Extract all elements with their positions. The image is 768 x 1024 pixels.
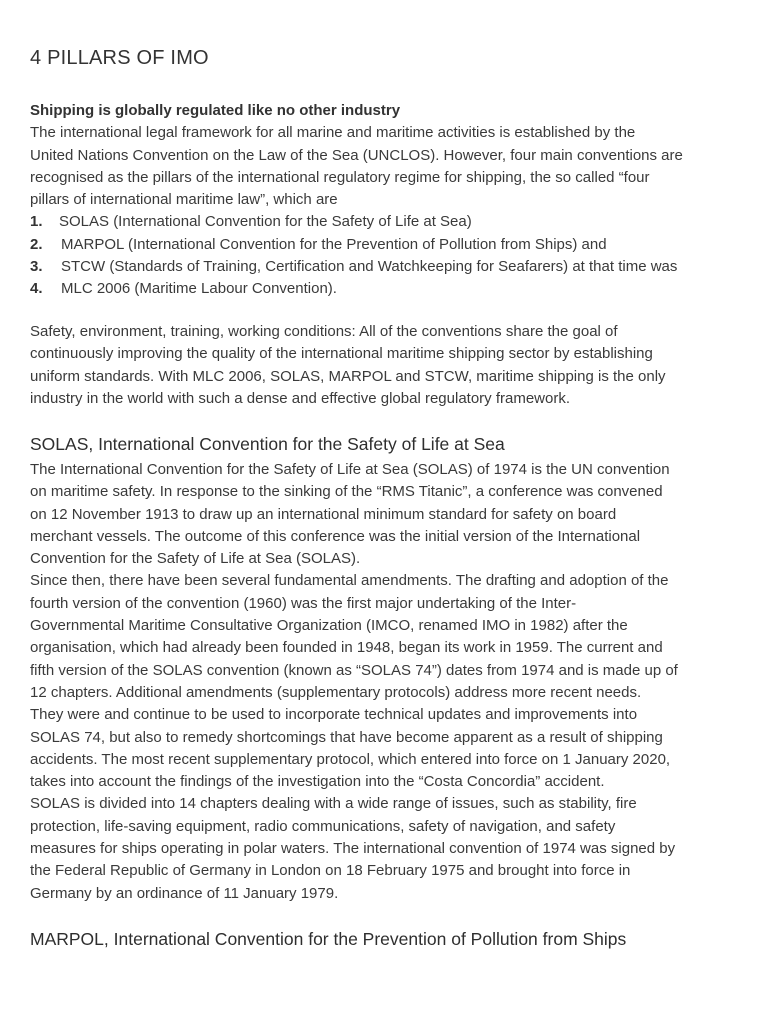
paragraph-line: protection, life-saving equipment, radio communications, safety of navigation, and safety: [30, 817, 616, 835]
paragraph-line: continuously improving the quality of the international maritime shipping sector by establishing: [30, 345, 653, 363]
pillar-list-item: [30, 234, 740, 256]
paragraph-line: on 12 November 1913 to draw up an international minimum standard for safety on board: [30, 505, 617, 523]
intro-lead: Shipping is globally regulated like no other industry: [30, 102, 401, 119]
paragraph-line: measures for ships operating in polar waters. The international convention of 1974 was signed by: [30, 840, 676, 858]
paragraph-line: industry in the world with such a dense and effective global regulatory framework.: [30, 389, 571, 407]
paragraph-line: the Federal Republic of Germany in London on 18 February 1975 and brought into force in: [30, 862, 631, 880]
paragraph-line: SOLAS 74, but also to remedy shortcomings that have become apparent as a result of shipping: [30, 728, 663, 746]
pillar-list-item: [30, 211, 740, 233]
paragraph-line: They were and continue to be used to incorporate technical updates and improvements into: [30, 706, 638, 724]
list-number: 4.: [30, 280, 43, 298]
intro-section: [30, 100, 740, 301]
page-title: 4 PILLARS OF IMO: [30, 47, 209, 69]
paragraph-line: SOLAS is divided into 14 chapters dealing with a wide range of issues, such as stability, fire: [30, 795, 637, 813]
paragraph-line: recognised as the pillars of the international regulatory regime for shipping, the so called “four: [30, 168, 650, 186]
solas-paragraph: [30, 459, 740, 905]
paragraph-line: Convention for the Safety of Life at Sea (SOLAS).: [30, 550, 361, 568]
paragraph-line: Governmental Maritime Consultative Organization (IMCO, renamed IMO in 1982) after the: [30, 617, 628, 635]
paragraph-line: on maritime safety. In response to the sinking of the “RMS Titanic”, a conference was convened: [30, 483, 663, 501]
list-item-text: SOLAS (International Convention for the Safety of Life at Sea): [59, 213, 472, 231]
paragraph-line: fifth version of the SOLAS convention (known as “SOLAS 74”) dates from 1974 and is made up of: [30, 661, 678, 679]
list-item-text: MARPOL (International Convention for the Prevention of Pollution from Ships) and: [61, 235, 607, 253]
list-number: 2.: [30, 235, 43, 253]
paragraph-line: organisation, which had already been founded in 1948, began its work in 1959. The current and: [30, 639, 663, 657]
paragraph-line: Germany by an ordinance of 11 January 1979.: [30, 884, 339, 902]
paragraph-line: takes into account the findings of the investigation into the “Costa Concordia” accident.: [30, 773, 605, 791]
paragraph-line: pillars of international maritime law”, which are: [30, 191, 338, 209]
summary-paragraph: [30, 321, 740, 410]
list-item-text: STCW (Standards of Training, Certification and Watchkeeping for Seafarers) at that time was: [61, 258, 678, 276]
list-number: 1.: [30, 213, 43, 231]
paragraph-line: fourth version of the convention (1960) was the first major undertaking of the Inter-: [30, 594, 577, 612]
paragraph-line: accidents. The most recent supplementary protocol, which entered into force on 1 January 2020,: [30, 750, 671, 768]
paragraph-line: United Nations Convention on the Law of the Sea (UNCLOS). However, four main conventions are: [30, 146, 683, 164]
solas-heading: SOLAS, International Convention for the Safety of Life at Sea: [30, 434, 505, 454]
pillar-list-item: [30, 278, 740, 300]
paragraph-line: The International Convention for the Safety of Life at Sea (SOLAS) of 1974 is the UN convention: [30, 461, 670, 478]
paragraph-line: Safety, environment, training, working conditions: All of the conventions share the goal of: [30, 323, 618, 340]
paragraph-line: 12 chapters. Additional amendments (supplementary protocols) address more recent needs.: [30, 683, 642, 701]
paragraph-line: Since then, there have been several fundamental amendments. The drafting and adoption of the: [30, 572, 669, 590]
list-number: 3.: [30, 258, 43, 276]
marpol-heading: MARPOL, International Convention for the Prevention of Pollution from Ships: [30, 929, 627, 949]
list-item-text: MLC 2006 (Maritime Labour Convention).: [61, 280, 337, 298]
pillar-list-item: [30, 256, 740, 278]
paragraph-line: uniform standards. With MLC 2006, SOLAS, MARPOL and STCW, maritime shipping is the only: [30, 367, 666, 385]
paragraph-line: merchant vessels. The outcome of this conference was the initial version of the International: [30, 527, 641, 545]
paragraph-line: The international legal framework for all marine and maritime activities is established by the: [30, 124, 636, 142]
